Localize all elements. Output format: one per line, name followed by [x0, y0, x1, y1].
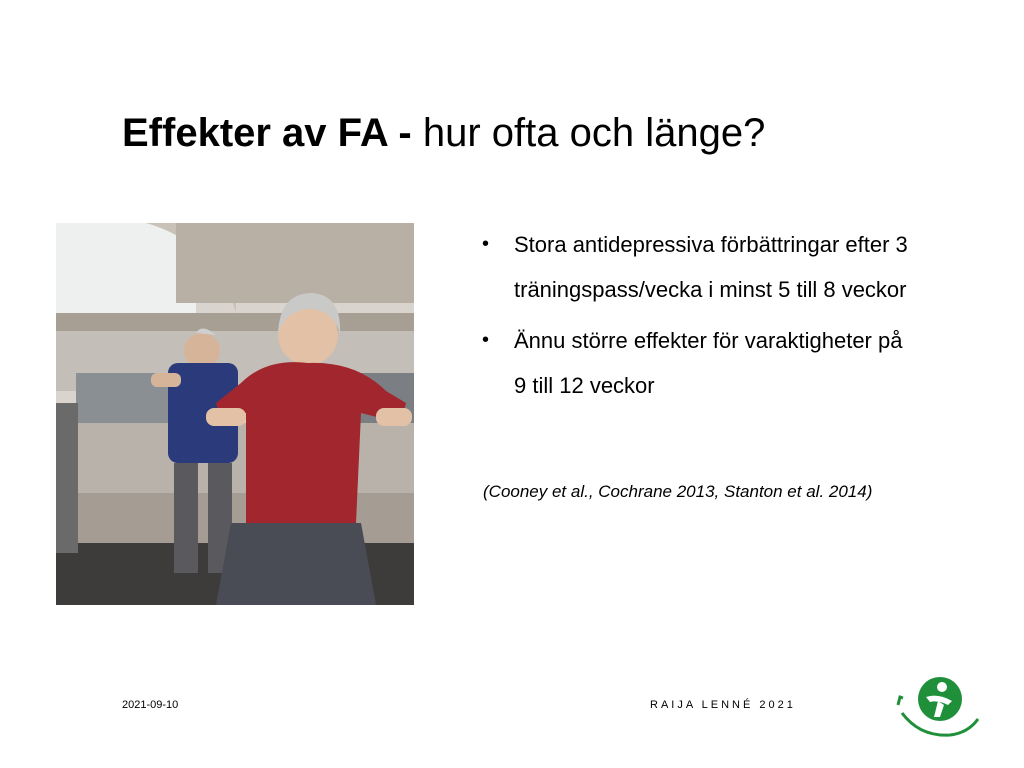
footer-author: RAIJA LENNÉ 2021: [650, 699, 796, 711]
exercise-class-photo: [56, 223, 414, 605]
title-bold-part: Effekter av FA -: [122, 111, 412, 155]
bullet-item: [478, 222, 918, 312]
bullet-dot-icon: •: [482, 233, 490, 255]
bullet-text: Ännu större effekter för varaktigheter på 9 till 12 veckor: [514, 328, 903, 398]
citation: (Cooney et al., Cochrane 2013, Stanton et al. 2014): [483, 482, 873, 501]
bullet-text: Stora antidepressiva förbättringar efter 3 träningspass/vecka i minst 5 till 8 veckor: [514, 232, 908, 302]
footer-date: 2021-09-10: [122, 699, 179, 711]
photo-illustration: [56, 223, 414, 605]
slide-title: [122, 108, 765, 158]
title-normal-part: hur ofta och länge?: [411, 111, 766, 155]
bullet-list: [478, 222, 918, 414]
fysioterapeuterna-logo-icon: [890, 667, 982, 747]
bullet-dot-icon: •: [482, 329, 490, 351]
bullet-item: [478, 318, 918, 408]
